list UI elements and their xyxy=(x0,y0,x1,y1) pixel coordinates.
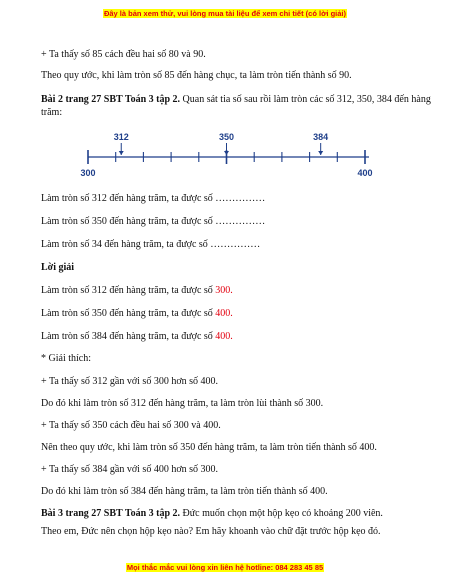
answer-2 xyxy=(41,307,436,320)
exercise-2-title: Bài 2 trang 27 SBT Toán 3 tập 2. xyxy=(41,94,181,105)
answer-3 xyxy=(41,330,436,343)
number-line-start-label: 300 xyxy=(80,168,96,178)
number-line-marked-label: 384 xyxy=(313,132,329,142)
explanation-line: Do đó khi làm tròn số 312 đến hàng trăm, ta làm tròn lùi thành số 300. xyxy=(41,398,324,409)
number-line-end-label: 400 xyxy=(357,168,373,178)
answer-1-text: Làm tròn số 312 đến hàng trăm, ta được số xyxy=(41,285,216,296)
explanation-line: + Ta thấy số 312 gần với số 300 hơn số 400. xyxy=(41,376,218,387)
answer-2-value: 400. xyxy=(215,308,233,319)
exercise-3-text: Đức muốn chọn một hộp kẹo có khoảng 200 viên. xyxy=(180,508,383,519)
explanation-line: + Ta thấy số 350 cách đều hai số 300 và 400. xyxy=(41,420,221,431)
answer-1 xyxy=(41,284,436,297)
solution-heading: Lời giải xyxy=(41,262,75,273)
number-line-arrowhead xyxy=(224,151,229,155)
text-line: Theo quy ước, khi làm tròn số 85 đến hàng chục, ta làm tròn tiến thành số 90. xyxy=(41,70,352,81)
explanation-line: Nên theo quy ước, khi làm tròn số 350 đến hàng trăm, ta làm tròn tiến thành số 400. xyxy=(41,442,377,453)
answer-3-text: Làm tròn số 384 đến hàng trăm, ta được số xyxy=(41,331,216,342)
bottom-banner xyxy=(0,563,450,572)
exercise-3-line-2: Theo em, Đức nên chọn hộp kẹo nào? Em hãy khoanh vào chữ đặt trước hộp kẹo đó. xyxy=(41,526,381,537)
top-banner-text: Đây là bản xem thử, vui lòng mua tài liệu để xem chi tiết (có lời giải) xyxy=(103,9,347,18)
number-line-marked-label: 312 xyxy=(113,132,129,142)
question-2: Làm tròn số 350 đến hàng trăm, ta được số …………… xyxy=(41,216,266,227)
question-3: Làm tròn số 34 đến hàng trăm, ta được số …………… xyxy=(41,239,261,250)
answer-2-text: Làm tròn số 350 đến hàng trăm, ta được số xyxy=(41,308,216,319)
number-line-arrowhead xyxy=(318,151,323,155)
number-line-svg xyxy=(80,130,375,180)
number-line xyxy=(80,130,375,180)
answer-1-value: 300. xyxy=(215,285,233,296)
number-line-arrowhead xyxy=(119,151,124,155)
explanation-line: + Ta thấy số 384 gần với số 400 hơn số 300. xyxy=(41,464,218,475)
answer-3-value: 400. xyxy=(215,331,233,342)
exercise-2-heading xyxy=(41,93,436,119)
top-banner xyxy=(0,9,450,18)
exercise-3-title: Bài 3 trang 27 SBT Toán 3 tập 2. xyxy=(41,508,181,519)
bottom-banner-text: Mọi thắc mắc vui lòng xin liên hệ hotline: 084 283 45 85 xyxy=(126,563,324,572)
text-line: + Ta thấy số 85 cách đều hai số 80 và 90. xyxy=(41,49,206,60)
number-line-marked-label: 350 xyxy=(218,132,235,142)
explanation-heading: * Giải thích: xyxy=(41,353,91,364)
exercise-3-heading xyxy=(41,507,436,520)
question-1: Làm tròn số 312 đến hàng trăm, ta được số …………… xyxy=(41,193,266,204)
exercise-2-text: Quan sát tia số sau rồi làm tròn các số 312, 350, 384 đến hàng trăm: xyxy=(41,94,431,118)
explanation-line: Do đó khi làm tròn số 384 đến hàng trăm, ta làm tròn tiến thành số 400. xyxy=(41,486,328,497)
